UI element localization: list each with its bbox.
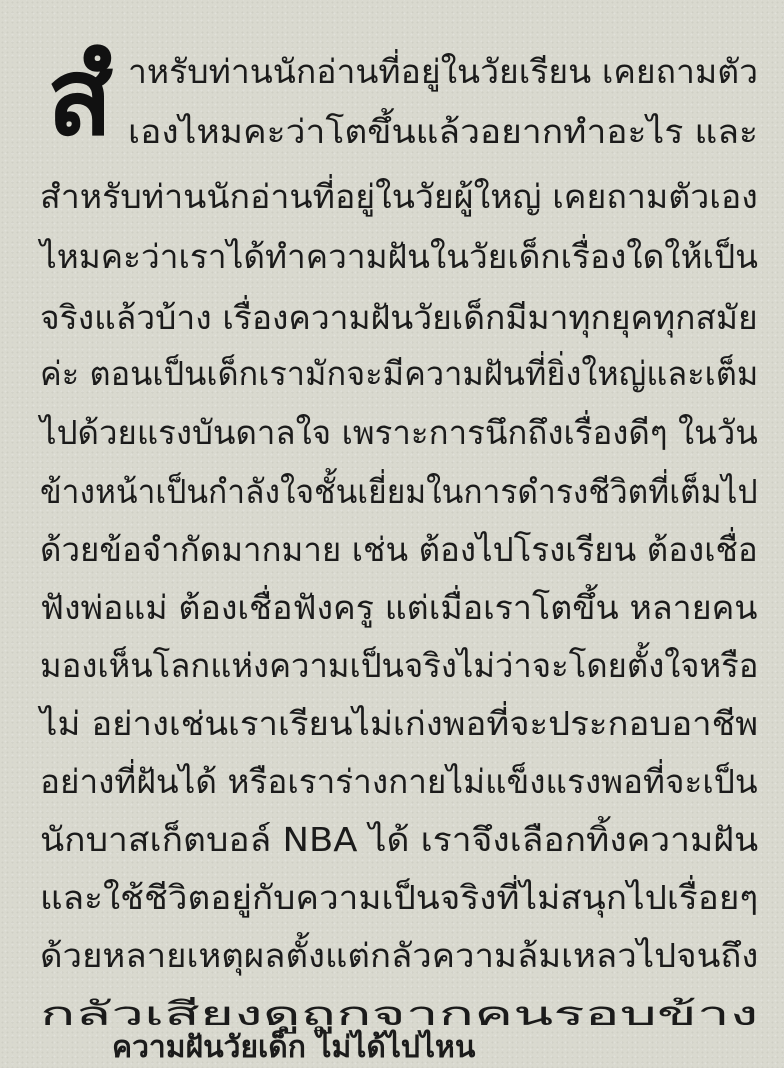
body-line-17: กลัวเสียงดูถูกจากคนรอบข้าง (40, 994, 759, 1033)
body-line-16: ด้วยหลายเหตุผลตั้งแต่กลัวความล้มเหลวไปจนถึง (40, 936, 759, 975)
drop-cap: สํ (47, 35, 113, 160)
body-line-5: จริงแล้วบ้าง เรื่องความฝันวัยเด็กมีมาทุกยุคทุกสมัย (40, 298, 758, 337)
body-line-3: สำหรับท่านนักอ่านที่อยู่ในวัยผู้ใหญ่ เคยถามตัวเอง (40, 177, 758, 216)
body-line-12: ไม่ อย่างเช่นเราเรียนไม่เก่งพอที่จะประกอบอาชีพ (40, 704, 759, 743)
body-line-15: และใช้ชีวิตอยู่กับความเป็นจริงที่ไม่สนุกไปเรื่อยๆ (40, 878, 759, 917)
body-line-1: าหรับท่านนักอ่านที่อยู่ในวัยเรียน เคยถามตัว (128, 52, 758, 91)
body-line-8: ข้างหน้าเป็นกำลังใจชั้นเยี่ยมในการดำรงชีวิตที่เต็มไป (40, 472, 758, 511)
body-line-14: นักบาสเก็ตบอล์ NBA ได้ เราจึงเลือกทิ้งความฝัน (40, 820, 759, 859)
body-line-4: ไหมคะว่าเราได้ทำความฝันในวัยเด็กเรื่องใดให้เป็น (40, 237, 758, 276)
body-line-10: ฟังพ่อแม่ ต้องเชื่อฟังครู แต่เมื่อเราโตขึ้น หลายคน (40, 588, 758, 627)
body-line-6: ค่ะ ตอนเป็นเด็กเรามักจะมีความฝันที่ยิ่งใหญ่และเต็ม (40, 354, 759, 393)
body-line-2: เองไหมคะว่าโตขึ้นแล้วอยากทำอะไร และ (128, 112, 758, 151)
body-line-13: อย่างที่ฝันได้ หรือเราร่างกายไม่แข็งแรงพอที่จะเป็น (40, 762, 758, 801)
next-heading-cut-off: ความฝันวัยเด็ก ไม่ได้ไปไหน (112, 1030, 476, 1065)
body-line-9: ด้วยข้อจำกัดมากมาย เช่น ต้องไปโรงเรียน ต้องเชื่อ (40, 530, 758, 569)
body-line-11: มองเห็นโลกแห่งความเป็นจริงไม่ว่าจะโดยตั้งใจหรือ (40, 646, 759, 685)
body-line-7: ไปด้วยแรงบันดาลใจ เพราะการนึกถึงเรื่องดีๆ ในวัน (40, 413, 758, 452)
